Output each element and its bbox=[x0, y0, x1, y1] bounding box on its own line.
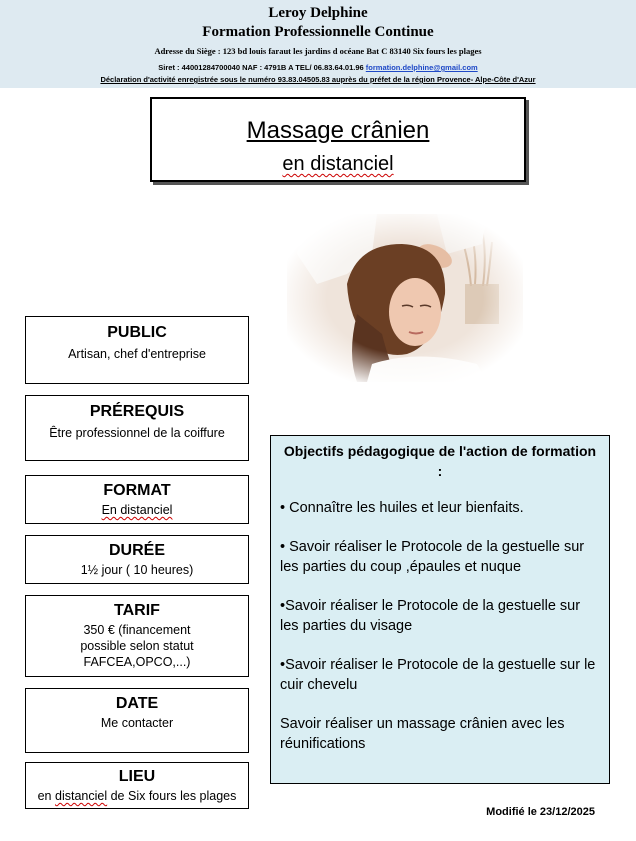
duration-box bbox=[25, 535, 249, 584]
format-text: En distanciel bbox=[101, 503, 173, 517]
objective-item: Savoir réaliser un massage crânien avec les réunifications bbox=[280, 716, 565, 752]
format-title: FORMAT bbox=[103, 482, 171, 499]
date-box bbox=[25, 688, 249, 753]
price-text bbox=[26, 622, 248, 670]
company-name: Leroy Delphine bbox=[268, 5, 368, 21]
head-massage-photo bbox=[287, 214, 523, 382]
duration-text: 1½ jour ( 10 heures) bbox=[80, 563, 194, 577]
location-box bbox=[25, 762, 249, 809]
prerequisites-box bbox=[25, 395, 249, 461]
objectives-title: Objectifs pédagogique de l'action de formation : bbox=[283, 443, 597, 479]
price-line: FAFCEA,OPCO,...) bbox=[83, 655, 191, 669]
location-title: LIEU bbox=[118, 768, 156, 785]
siret-text: Siret : 44001284700040 NAF : 4791B A TEL/ 06.83.64.01.96 bbox=[158, 63, 364, 72]
price-title: TARIF bbox=[114, 602, 160, 619]
public-title: PUBLIC bbox=[107, 324, 167, 341]
modified-date: Modifié le 23/12/2025 bbox=[486, 806, 595, 818]
prerequisites-text: Être professionnel de la coiffure bbox=[49, 426, 225, 440]
email-link[interactable]: formation.delphine@gmail.com bbox=[365, 63, 478, 72]
course-subtitle: en distanciel bbox=[282, 153, 394, 175]
objective-item: • Connaître les huiles et leur bienfaits. bbox=[280, 500, 524, 516]
letterhead bbox=[0, 0, 636, 88]
location-text: en distanciel de Six fours les plages bbox=[37, 789, 237, 803]
public-text: Artisan, chef d'entreprise bbox=[68, 347, 206, 361]
course-title-box bbox=[150, 97, 526, 182]
objective-item: •Savoir réaliser le Protocole de la gestuelle sur le cuir chevelu bbox=[280, 657, 596, 693]
company-address: Adresse du Siège : 123 bd louis faraut les jardins d océane Bat C 83140 Six fours les plages bbox=[154, 46, 482, 56]
head-massage-illustration bbox=[287, 214, 523, 382]
date-title: DATE bbox=[115, 695, 159, 712]
siret-line bbox=[0, 63, 636, 72]
objective-item: •Savoir réaliser le Protocole de la gestuelle sur les parties du visage bbox=[280, 598, 581, 634]
objectives-box bbox=[270, 435, 610, 784]
course-title: Massage crânien bbox=[246, 117, 430, 144]
price-box bbox=[25, 595, 249, 677]
price-line: 350 € (financement bbox=[83, 623, 191, 637]
declaration-line: Déclaration d'activité enregistrée sous le numéro 93.83.04505.83 auprès du préfet de la région Provence- Alpe-Côte d'Azur bbox=[100, 75, 536, 84]
date-text: Me contacter bbox=[100, 716, 174, 730]
price-line: possible selon statut bbox=[80, 639, 194, 653]
objective-item: • Savoir réaliser le Protocole de la gestuelle sur les parties du coup ,épaules et nuque bbox=[280, 539, 585, 575]
duration-title: DURÉE bbox=[108, 542, 165, 559]
format-box bbox=[25, 475, 249, 524]
company-subtitle: Formation Professionnelle Continue bbox=[202, 24, 434, 40]
public-box bbox=[25, 316, 249, 384]
objectives-list bbox=[280, 498, 601, 773]
prerequisites-title: PRÉREQUIS bbox=[89, 403, 185, 420]
